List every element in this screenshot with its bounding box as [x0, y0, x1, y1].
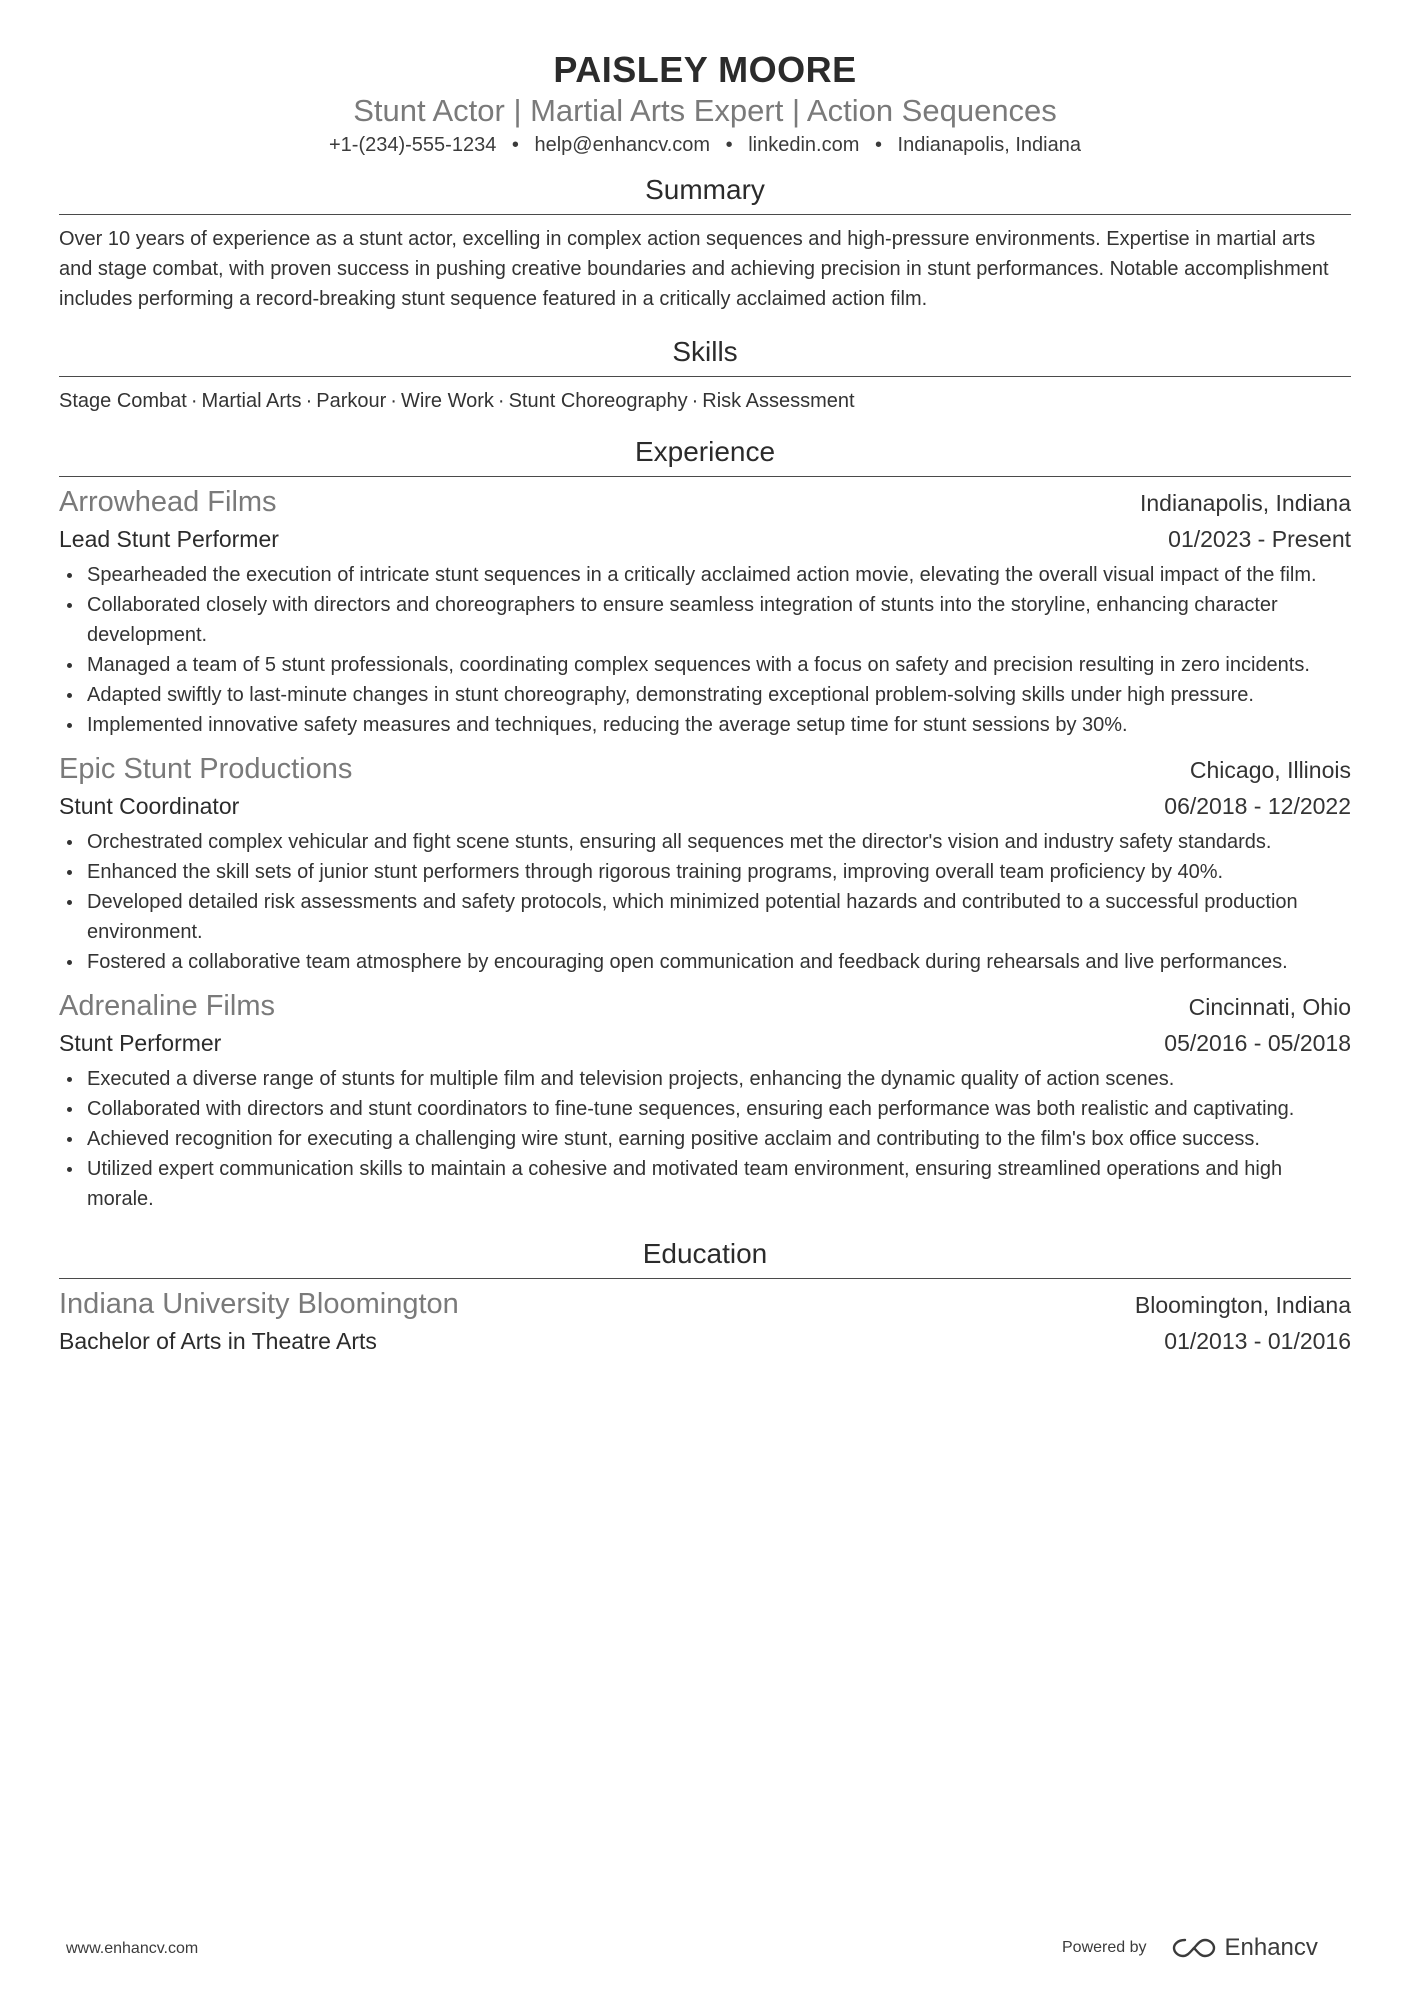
job-role: Lead Stunt Performer	[59, 526, 279, 552]
achievement-item: Collaborated closely with directors and choreographers to ensure seamless integration of stunts into the storyline, enhancing character development.	[59, 590, 1351, 650]
contact-linkedin[interactable]: linkedin.com	[748, 134, 860, 156]
job-location: Indianapolis, Indiana	[1140, 490, 1351, 516]
education-dates: 01/2013 - 01/2016	[1164, 1328, 1351, 1354]
job-location: Cincinnati, Ohio	[1188, 994, 1351, 1020]
school-name: Indiana University Bloomington	[59, 1288, 459, 1320]
achievement-list	[59, 827, 1351, 977]
footer-website[interactable]: www.enhancv.com	[66, 1940, 199, 1957]
powered-by-label: Powered by	[1062, 1939, 1147, 1956]
experience-entry	[59, 750, 1351, 977]
achievement-item: Achieved recognition for executing a challenging wire stunt, earning positive acclaim and contributing to the film's box office success.	[59, 1124, 1351, 1154]
skills-heading: Skills	[59, 334, 1351, 377]
achievement-item: Spearheaded the execution of intricate stunt sequences in a critically acclaimed action movie, elevating the overall visual impact of the film.	[59, 560, 1351, 590]
skill-separator: ·	[390, 390, 397, 412]
skill-separator: ·	[497, 390, 505, 412]
brand-logo[interactable]	[1171, 1934, 1318, 1962]
job-dates: 01/2023 - Present	[1168, 526, 1351, 552]
experience-section	[59, 434, 1351, 1214]
achievement-item: Enhanced the skill sets of junior stunt performers through rigorous training programs, improving overall team proficiency by 40%.	[59, 857, 1351, 887]
education-section	[59, 1236, 1351, 1359]
experience-heading: Experience	[59, 434, 1351, 477]
candidate-title: Stunt Actor | Martial Arts Expert | Action Sequences	[353, 93, 1057, 128]
achievement-item: Implemented innovative safety measures and techniques, reducing the average setup time for stunt sessions by 30%.	[59, 710, 1351, 740]
achievement-item: Developed detailed risk assessments and safety protocols, which minimized potential hazards and contributed to a successful production environment.	[59, 887, 1351, 947]
achievement-list	[59, 1064, 1351, 1214]
achievement-item: Fostered a collaborative team atmosphere by encouraging open communication and feedback during rehearsals and live performances.	[59, 947, 1351, 977]
contact-separator: •	[511, 134, 519, 156]
contact-info	[59, 132, 1351, 158]
achievement-list	[59, 560, 1351, 740]
skills-list	[59, 386, 1351, 416]
degree-name: Bachelor of Arts in Theatre Arts	[59, 1328, 377, 1354]
skill-separator: ·	[190, 390, 198, 412]
resume-header	[59, 48, 1351, 158]
education-entry	[59, 1285, 1351, 1359]
contact-separator: •	[725, 134, 733, 156]
contact-email[interactable]: help@enhancv.com	[534, 134, 711, 156]
experience-entry	[59, 987, 1351, 1214]
skill-separator: ·	[305, 390, 313, 412]
candidate-name: PAISLEY MOORE	[553, 49, 857, 90]
achievement-item: Adapted swiftly to last-minute changes in stunt choreography, demonstrating exceptional problem-solving skills under high pressure.	[59, 680, 1351, 710]
school-location: Bloomington, Indiana	[1134, 1292, 1351, 1318]
achievement-item: Utilized expert communication skills to maintain a cohesive and motivated team environment, ensuring streamlined operations and high morale.	[59, 1154, 1351, 1214]
achievement-item: Executed a diverse range of stunts for multiple film and television projects, enhancing the dynamic quality of action scenes.	[59, 1064, 1351, 1094]
achievement-item: Managed a team of 5 stunt professionals, coordinating complex sequences with a focus on safety and precision resulting in zero incidents.	[59, 650, 1351, 680]
resume-page	[59, 48, 1351, 1359]
skill-item: Risk Assessment	[702, 390, 855, 412]
job-role: Stunt Performer	[59, 1030, 222, 1056]
job-dates: 05/2016 - 05/2018	[1164, 1030, 1351, 1056]
skill-item: Martial Arts	[201, 390, 302, 412]
skill-item: Parkour	[316, 390, 387, 412]
skill-item: Stage Combat	[59, 390, 187, 412]
brand-name: Enhancv	[1224, 1934, 1318, 1961]
achievement-item: Collaborated with directors and stunt coordinators to fine-tune sequences, ensuring each performance was both realistic and captivating.	[59, 1094, 1351, 1124]
skill-item: Stunt Choreography	[508, 390, 688, 412]
job-dates: 06/2018 - 12/2022	[1164, 793, 1351, 819]
contact-phone: +1-(234)-555-1234	[328, 134, 497, 156]
achievement-item: Orchestrated complex vehicular and fight scene stunts, ensuring all sequences met the director's vision and industry safety standards.	[59, 827, 1351, 857]
job-role: Stunt Coordinator	[59, 793, 240, 819]
company-name: Arrowhead Films	[59, 486, 277, 518]
enhancv-logo-icon	[1171, 1936, 1217, 1960]
summary-text: Over 10 years of experience as a stunt actor, excelling in complex action sequences and high-pressure environments. Expertise in martial arts and stage combat, with proven success in pushing creative boundaries and achieving precision in stunt performances. Notable accomplishment includes performing a record-breaking stunt sequence featured in a critically acclaimed action film.	[59, 228, 1329, 310]
summary-section	[59, 172, 1351, 314]
skill-separator: ·	[691, 390, 699, 412]
footer-branding	[1062, 1930, 1318, 1966]
contact-separator: •	[874, 134, 882, 156]
skills-section	[59, 334, 1351, 416]
summary-heading: Summary	[59, 172, 1351, 215]
education-heading: Education	[59, 1236, 1351, 1279]
contact-location: Indianapolis, Indiana	[897, 134, 1081, 156]
skill-item: Wire Work	[400, 390, 494, 412]
job-location: Chicago, Illinois	[1189, 757, 1351, 783]
experience-entry	[59, 483, 1351, 740]
company-name: Epic Stunt Productions	[59, 753, 353, 785]
company-name: Adrenaline Films	[59, 990, 275, 1022]
